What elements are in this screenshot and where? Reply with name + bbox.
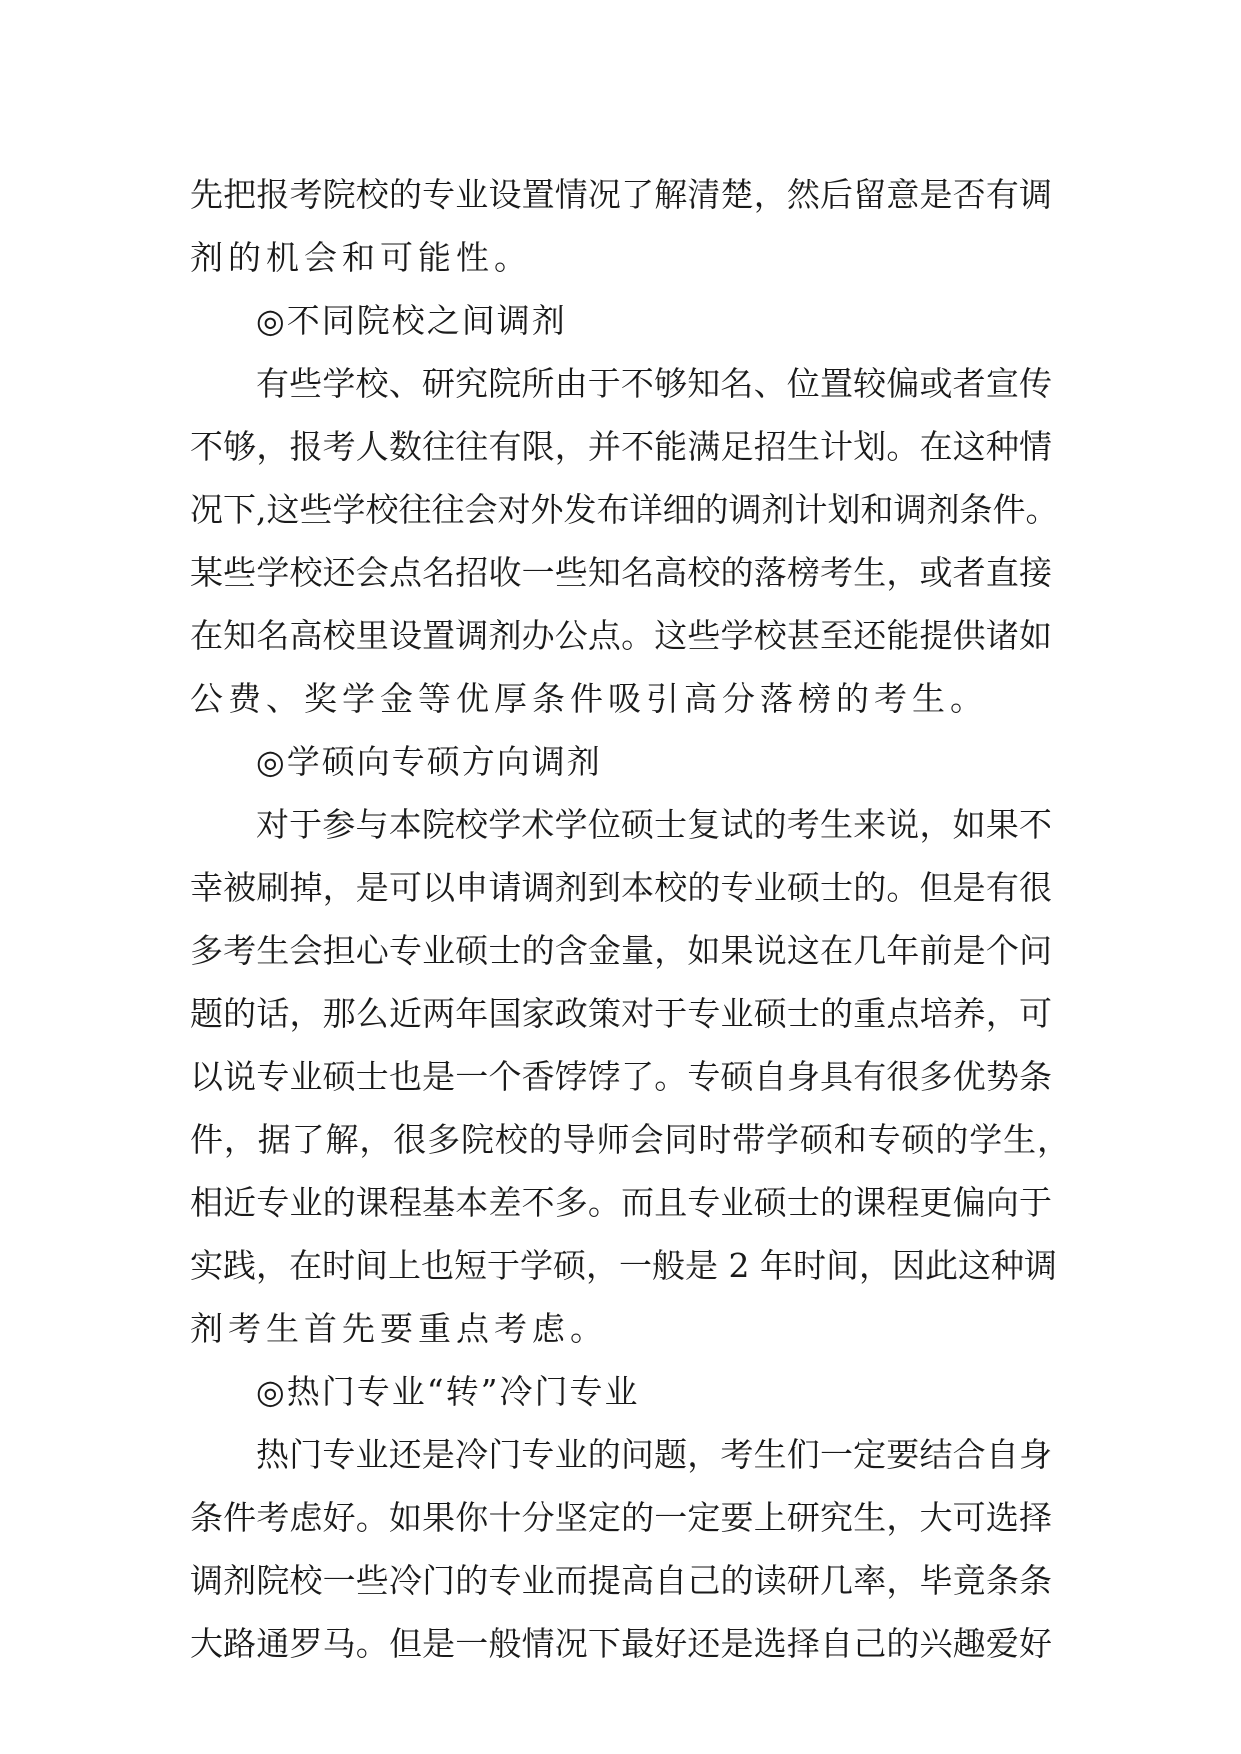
paragraph-line: 对于参与本院校学术学位硕士复试的考生来说，如果不 xyxy=(256,805,1052,844)
paragraph-line: 先把报考院校的专业设置情况了解清楚，然后留意是否有调 xyxy=(190,175,1052,214)
paragraph-line: 条件考虑好。如果你十分坚定的一定要上研究生，大可选择 xyxy=(190,1498,1052,1537)
paragraph-line: 剂的机会和可能性。 xyxy=(190,238,532,277)
paragraph-line: 题的话，那么近两年国家政策对于专业硕士的重点培养，可 xyxy=(190,994,1052,1033)
paragraph-line: 热门专业还是冷门专业的问题，考生们一定要结合自身 xyxy=(256,1435,1052,1474)
paragraph-line: 实践，在时间上也短于学硕，一般是 2 年时间，因此这种调 xyxy=(190,1246,1057,1285)
paragraph-line: 相近专业的课程基本差不多。而且专业硕士的课程更偏向于 xyxy=(190,1183,1052,1222)
section-heading: ◎学硕向专硕方向调剂 xyxy=(256,742,602,781)
paragraph-line: 在知名高校里设置调剂办公点。这些学校甚至还能提供诸如 xyxy=(190,616,1052,655)
paragraph-line: 有些学校、研究院所由于不够知名、位置较偏或者宣传 xyxy=(256,364,1052,403)
paragraph-line: 多考生会担心专业硕士的含金量，如果说这在几年前是个问 xyxy=(190,931,1052,970)
paragraph-line: 剂考生首先要重点考虑。 xyxy=(190,1309,608,1348)
paragraph-line: 幸被刷掉，是可以申请调剂到本校的专业硕士的。但是有很 xyxy=(190,868,1052,907)
paragraph-line: 况下,这些学校往往会对外发布详细的调剂计划和调剂条件。 xyxy=(190,490,1059,529)
section-heading: ◎热门专业“转”冷门专业 xyxy=(256,1372,640,1411)
paragraph-line: 件，据了解，很多院校的导师会同时带学硕和专硕的学生， xyxy=(190,1120,1070,1159)
paragraph-line: 以说专业硕士也是一个香饽饽了。专硕自身具有很多优势条 xyxy=(190,1057,1052,1096)
paragraph-line: 公费、奖学金等优厚条件吸引高分落榜的考生。 xyxy=(190,679,988,718)
paragraph-line: 某些学校还会点名招收一些知名高校的落榜考生，或者直接 xyxy=(190,553,1052,592)
paragraph-line: 不够，报考人数往往有限，并不能满足招生计划。在这种情 xyxy=(190,427,1052,466)
section-heading: ◎不同院校之间调剂 xyxy=(256,301,567,340)
paragraph-line: 大路通罗马。但是一般情况下最好还是选择自己的兴趣爱好 xyxy=(190,1624,1052,1663)
paragraph-line: 调剂院校一些冷门的专业而提高自己的读研几率，毕竟条条 xyxy=(190,1561,1052,1600)
